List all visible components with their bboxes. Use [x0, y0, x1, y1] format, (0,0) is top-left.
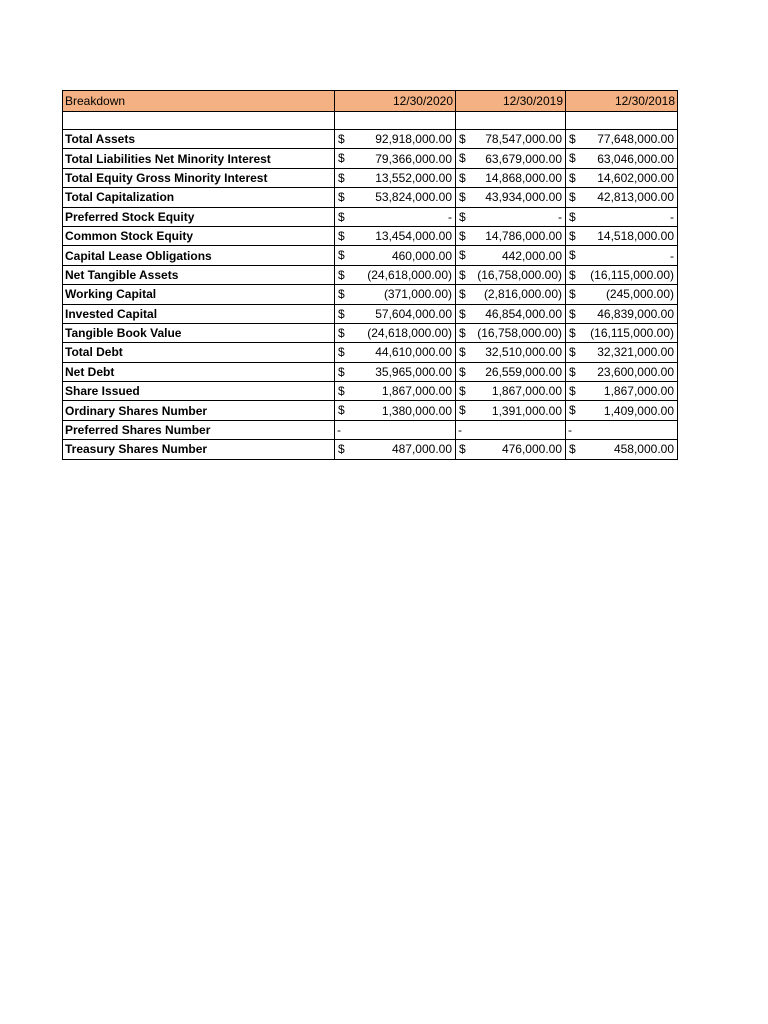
amount-value: 42,813,000.00: [597, 190, 674, 205]
blank-cell: [456, 112, 566, 130]
value-cell: [335, 401, 456, 420]
currency-symbol: $: [338, 306, 345, 321]
value-cell: [335, 246, 456, 265]
header-date-2019: 12/30/2019: [456, 91, 566, 112]
value-cell: [566, 265, 678, 284]
value-cell: [335, 440, 456, 459]
amount-value: (371,000.00): [383, 287, 452, 302]
amount-value: 35,965,000.00: [375, 364, 452, 379]
row-label: Working Capital: [63, 285, 335, 304]
amount-value: 458,000.00: [613, 442, 674, 457]
currency-symbol: $: [459, 151, 466, 166]
value-cell: [456, 304, 566, 323]
amount-value: 78,547,000.00: [485, 132, 562, 147]
table-row: [63, 149, 678, 168]
currency-symbol: $: [338, 403, 345, 418]
currency-symbol: $: [569, 190, 576, 205]
amount-value: 44,610,000.00: [375, 345, 452, 360]
currency-symbol: $: [338, 190, 345, 205]
currency-symbol: $: [569, 170, 576, 185]
value-cell: [566, 130, 678, 149]
table-row: [63, 401, 678, 420]
table-row: [63, 420, 678, 439]
amount-value: 487,000.00: [391, 442, 452, 457]
value-cell: [335, 362, 456, 381]
row-label: Total Assets: [63, 130, 335, 149]
value-cell: [335, 149, 456, 168]
value-cell: [566, 149, 678, 168]
row-label: Preferred Stock Equity: [63, 207, 335, 226]
amount-value: 14,518,000.00: [597, 229, 674, 244]
currency-symbol: $: [569, 132, 576, 146]
currency-symbol: $: [338, 267, 345, 282]
table-body: [63, 91, 678, 460]
amount-value: 14,786,000.00: [485, 229, 562, 244]
value-cell: [335, 304, 456, 323]
row-label: Net Debt: [63, 362, 335, 381]
value-cell: [456, 207, 566, 226]
value-cell: [566, 168, 678, 187]
currency-symbol: $: [459, 228, 466, 243]
amount-value: 442,000.00: [501, 248, 562, 263]
row-label: Total Equity Gross Minority Interest: [63, 168, 335, 187]
value-cell: [335, 168, 456, 187]
amount-value: -: [670, 248, 674, 263]
blank-row: [63, 112, 678, 130]
table-row: [63, 323, 678, 342]
row-label: Share Issued: [63, 382, 335, 401]
value-cell: [566, 382, 678, 401]
currency-symbol: $: [338, 287, 345, 302]
currency-symbol: $: [459, 170, 466, 185]
table-row: [63, 304, 678, 323]
amount-value: (24,618,000.00): [367, 267, 452, 282]
table-row: [63, 130, 678, 149]
amount-value: 46,839,000.00: [597, 306, 674, 321]
amount-value: 32,321,000.00: [597, 345, 674, 360]
amount-value: -: [558, 209, 562, 224]
amount-value: (16,758,000.00): [477, 267, 562, 282]
value-cell: [566, 401, 678, 420]
value-cell: [456, 343, 566, 362]
table-row: [63, 188, 678, 207]
table-row: [63, 226, 678, 245]
table-row: [63, 362, 678, 381]
currency-symbol: $: [569, 209, 576, 224]
amount-value: 1,391,000.00: [491, 403, 562, 418]
value-cell: [335, 265, 456, 284]
row-label: Total Debt: [63, 343, 335, 362]
currency-symbol: $: [338, 442, 345, 457]
currency-symbol: $: [569, 442, 576, 457]
currency-symbol: $: [338, 384, 345, 399]
currency-symbol: $: [569, 248, 576, 263]
value-cell: [456, 285, 566, 304]
amount-value: 26,559,000.00: [485, 364, 562, 379]
currency-symbol: $: [338, 151, 345, 166]
table-row: [63, 265, 678, 284]
amount-value: 13,552,000.00: [375, 170, 452, 185]
balance-sheet-table: [62, 90, 678, 460]
currency-symbol: $: [459, 403, 466, 418]
amount-value: 1,380,000.00: [381, 403, 452, 418]
amount-value: 476,000.00: [501, 442, 562, 457]
amount-value: 92,918,000.00: [375, 132, 452, 147]
currency-symbol: $: [338, 132, 345, 146]
amount-value: -: [448, 209, 452, 224]
value-cell: [566, 226, 678, 245]
amount-value: 57,604,000.00: [375, 306, 452, 321]
amount-value: (245,000.00): [605, 287, 674, 302]
amount-value: 1,867,000.00: [381, 384, 452, 399]
amount-value: -: [670, 209, 674, 224]
currency-symbol: $: [459, 345, 466, 360]
row-label: Treasury Shares Number: [63, 440, 335, 459]
currency-symbol: $: [569, 267, 576, 282]
row-label: Capital Lease Obligations: [63, 246, 335, 265]
amount-value: 46,854,000.00: [485, 306, 562, 321]
row-label: Ordinary Shares Number: [63, 401, 335, 420]
row-label: Tangible Book Value: [63, 323, 335, 342]
table-row: [63, 440, 678, 459]
currency-symbol: $: [459, 306, 466, 321]
value-cell: -: [335, 420, 456, 439]
table-row: [63, 382, 678, 401]
amount-value: 63,046,000.00: [597, 151, 674, 166]
value-cell: [456, 188, 566, 207]
value-cell: [335, 207, 456, 226]
amount-value: 32,510,000.00: [485, 345, 562, 360]
value-cell: [335, 343, 456, 362]
amount-value: 13,454,000.00: [375, 229, 452, 244]
row-label: Total Liabilities Net Minority Interest: [63, 149, 335, 168]
currency-symbol: $: [459, 209, 466, 224]
currency-symbol: $: [459, 364, 466, 379]
amount-value: 14,868,000.00: [485, 170, 562, 185]
currency-symbol: $: [569, 306, 576, 321]
currency-symbol: $: [338, 345, 345, 360]
value-cell: [456, 401, 566, 420]
value-cell: -: [566, 420, 678, 439]
value-cell: [566, 207, 678, 226]
amount-value: 43,934,000.00: [485, 190, 562, 205]
amount-value: 1,867,000.00: [491, 384, 562, 399]
amount-value: (16,758,000.00): [477, 326, 562, 341]
currency-symbol: $: [459, 384, 466, 399]
value-cell: [456, 168, 566, 187]
amount-value: 1,409,000.00: [603, 403, 674, 418]
value-cell: [335, 382, 456, 401]
row-label: Common Stock Equity: [63, 226, 335, 245]
value-cell: [456, 440, 566, 459]
header-date-2020: 12/30/2020: [335, 91, 456, 112]
value-cell: [566, 285, 678, 304]
blank-cell: [335, 112, 456, 130]
currency-symbol: $: [569, 151, 576, 166]
amount-value: 77,648,000.00: [597, 132, 674, 147]
amount-value: (16,115,000.00): [590, 326, 674, 341]
currency-symbol: $: [459, 132, 466, 146]
currency-symbol: $: [459, 287, 466, 302]
value-cell: [456, 149, 566, 168]
header-date-2018: 12/30/2018: [566, 91, 678, 112]
value-cell: [335, 188, 456, 207]
currency-symbol: $: [338, 325, 345, 340]
value-cell: [335, 285, 456, 304]
value-cell: [566, 343, 678, 362]
table-row: [63, 246, 678, 265]
value-cell: [566, 246, 678, 265]
amount-value: (24,618,000.00): [367, 326, 452, 341]
value-cell: [335, 323, 456, 342]
value-cell: [456, 265, 566, 284]
amount-value: 460,000.00: [391, 248, 452, 263]
amount-value: 23,600,000.00: [597, 364, 674, 379]
currency-symbol: $: [569, 287, 576, 302]
amount-value: 14,602,000.00: [597, 170, 674, 185]
value-cell: [566, 304, 678, 323]
value-cell: [456, 323, 566, 342]
amount-value: 1,867,000.00: [603, 384, 674, 399]
row-label: Preferred Shares Number: [63, 420, 335, 439]
currency-symbol: $: [569, 325, 576, 340]
currency-symbol: $: [569, 364, 576, 379]
value-cell: [456, 246, 566, 265]
table-row: [63, 168, 678, 187]
amount-value: (16,115,000.00): [590, 267, 674, 282]
currency-symbol: $: [459, 248, 466, 263]
amount-value: 79,366,000.00: [375, 151, 452, 166]
currency-symbol: $: [459, 190, 466, 205]
currency-symbol: $: [338, 248, 345, 263]
currency-symbol: $: [338, 364, 345, 379]
value-cell: [566, 323, 678, 342]
blank-cell: [63, 112, 335, 130]
header-breakdown: Breakdown: [63, 91, 335, 112]
header-row: [63, 91, 678, 112]
amount-value: (2,816,000.00): [483, 287, 562, 302]
value-cell: [456, 226, 566, 245]
table-row: [63, 207, 678, 226]
value-cell: [456, 362, 566, 381]
currency-symbol: $: [569, 403, 576, 418]
blank-cell: [566, 112, 678, 130]
row-label: Net Tangible Assets: [63, 265, 335, 284]
currency-symbol: $: [459, 267, 466, 282]
value-cell: [335, 226, 456, 245]
currency-symbol: $: [569, 228, 576, 243]
value-cell: [335, 130, 456, 149]
currency-symbol: $: [338, 209, 345, 224]
currency-symbol: $: [459, 325, 466, 340]
value-cell: -: [456, 420, 566, 439]
row-label: Total Capitalization: [63, 188, 335, 207]
currency-symbol: $: [569, 384, 576, 399]
value-cell: [566, 362, 678, 381]
row-label: Invested Capital: [63, 304, 335, 323]
currency-symbol: $: [569, 345, 576, 360]
value-cell: [456, 130, 566, 149]
currency-symbol: $: [338, 228, 345, 243]
table-row: [63, 285, 678, 304]
amount-value: 53,824,000.00: [375, 190, 452, 205]
value-cell: [456, 382, 566, 401]
table-row: [63, 343, 678, 362]
currency-symbol: $: [459, 442, 466, 457]
value-cell: [566, 440, 678, 459]
currency-symbol: $: [338, 170, 345, 185]
value-cell: [566, 188, 678, 207]
amount-value: 63,679,000.00: [485, 151, 562, 166]
